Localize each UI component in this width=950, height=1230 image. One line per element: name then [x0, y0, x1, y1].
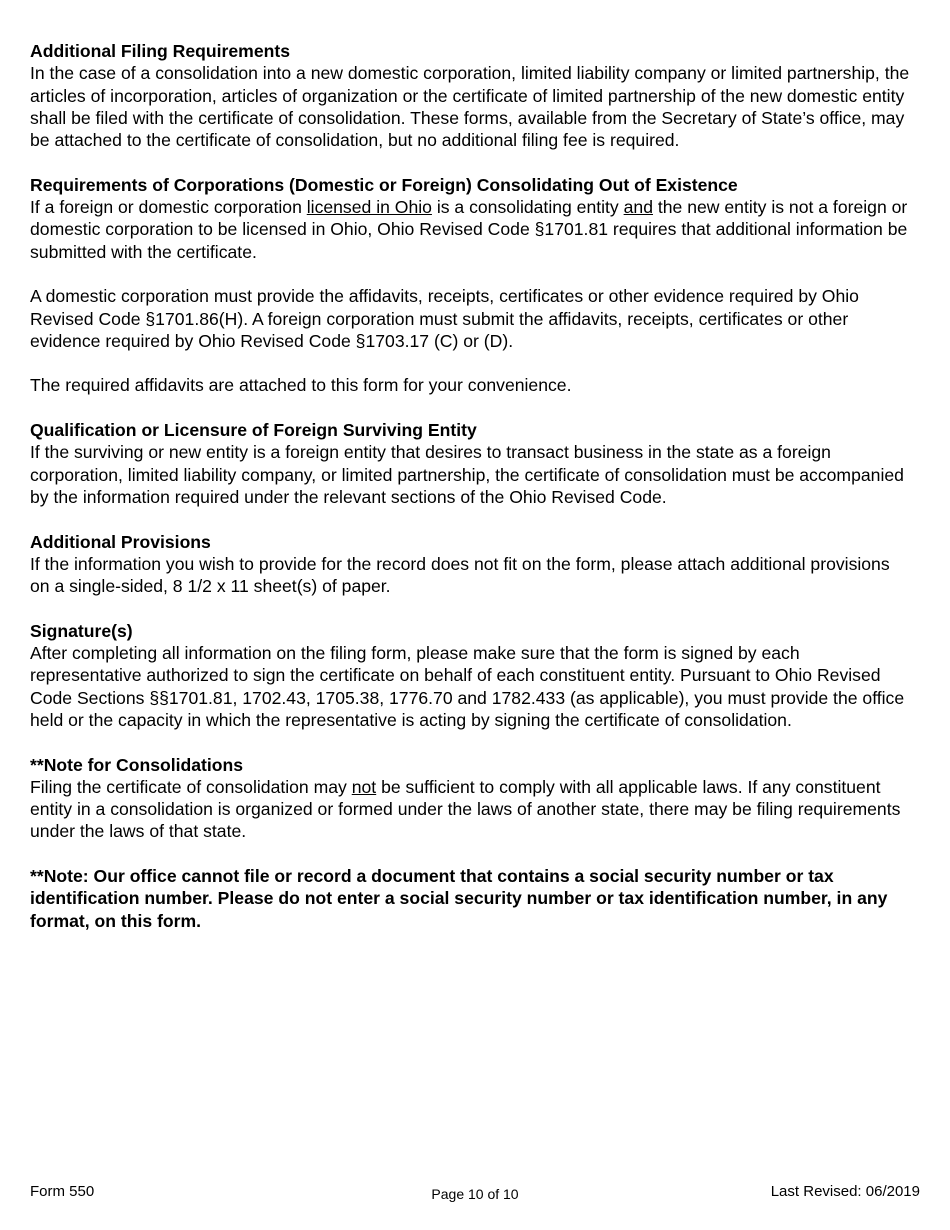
ssn-note [30, 865, 910, 932]
section-paragraph: The required affidavits are attached to this form for your convenience. [30, 375, 572, 396]
section-heading: Requirements of Corporations (Domestic or Foreign) Consolidating Out of Existence [30, 174, 738, 195]
section-affidavits [30, 285, 910, 352]
section-additional-filing [30, 40, 910, 151]
underlined-text: and [623, 197, 653, 218]
ssn-note-text: **Note: Our office cannot file or record a document that contains a social security number or tax identification number. Please do not enter a social security number or tax identification number, in any format, on this form. [30, 865, 888, 931]
text-run: Filing the certificate of consolidation may [30, 776, 352, 797]
section-signatures [30, 620, 910, 731]
section-note-consolidations [30, 754, 910, 843]
footer-form-number: Form 550 [30, 1183, 95, 1200]
section-provisions [30, 531, 910, 598]
section-heading: Qualification or Licensure of Foreign Surviving Entity [30, 420, 477, 441]
section-heading: Additional Filing Requirements [30, 41, 291, 61]
section-paragraph [30, 776, 910, 843]
text-run: be sufficient to comply with all applicable laws. If any constituent entity in a consolidation is organized or formed under the laws of another state, there may be filing requirements under the laws of that state. [30, 776, 901, 842]
underlined-text: licensed in Ohio [306, 197, 432, 218]
section-paragraph: After completing all information on the filing form, please make sure that the form is signed by each representative authorized to sign the certificate on behalf of each constituent entity. Pursuant to Ohio Revised Code Sections §§1701.81, 1702.43, 1705.38, 1776.70 and 1782.433 (as applicable), you must provide the office held or the capacity in which the representative is acting by signing the certificate of consolidation. [30, 643, 905, 730]
section-paragraph: A domestic corporation must provide the affidavits, receipts, certificates or other evidence required by Ohio Revised Code §1701.86(H). A foreign corporation must submit the affidavits, receipts, certificates or other evidence required by Ohio Revised Code §1703.17 (C) or (D). [30, 286, 859, 351]
section-paragraph [30, 196, 910, 263]
document-body [30, 40, 910, 954]
section-requirements [30, 174, 910, 263]
text-run: the new entity is not a foreign or domestic corporation to be licensed in Ohio, Ohio Revised Code §1701.81 requires that additional information be submitted with the certificate. [30, 197, 908, 262]
section-paragraph: If the information you wish to provide for the record does not fit on the form, please attach additional provisions on a single-sided, 8 1/2 x 11 sheet(s) of paper. [30, 553, 890, 597]
footer-last-revised: Last Revised: 06/2019 [770, 1183, 920, 1200]
section-paragraph: In the case of a consolidation into a new domestic corporation, limited liability company or limited partnership, the articles of incorporation, articles of organization or the certificate of limited partnership of the new domestic entity shall be filed with the certificate of consolidation. These forms, available from the Secretary of State’s office, may be attached to the certificate of consolidation, but no additional filing fee is required. [30, 63, 910, 151]
section-heading: Signature(s) [30, 620, 133, 641]
section-affidavits-attached [30, 374, 910, 396]
section-qualification [30, 419, 910, 508]
section-heading: **Note for Consolidations [30, 754, 244, 775]
section-heading: Additional Provisions [30, 531, 211, 552]
underlined-text: not [351, 776, 377, 797]
text-run: is a consolidating entity [431, 197, 624, 218]
text-run: If a foreign or domestic corporation [30, 197, 307, 218]
footer-page-number: Page 10 of 10 [431, 1186, 519, 1202]
section-paragraph: If the surviving or new entity is a foreign entity that desires to transact business in the state as a foreign corporation, limited liability company, or limited partnership, the certificate of consolidation must be accompanied by the information required under the relevant sections of the Ohio Revised Code. [30, 442, 904, 507]
